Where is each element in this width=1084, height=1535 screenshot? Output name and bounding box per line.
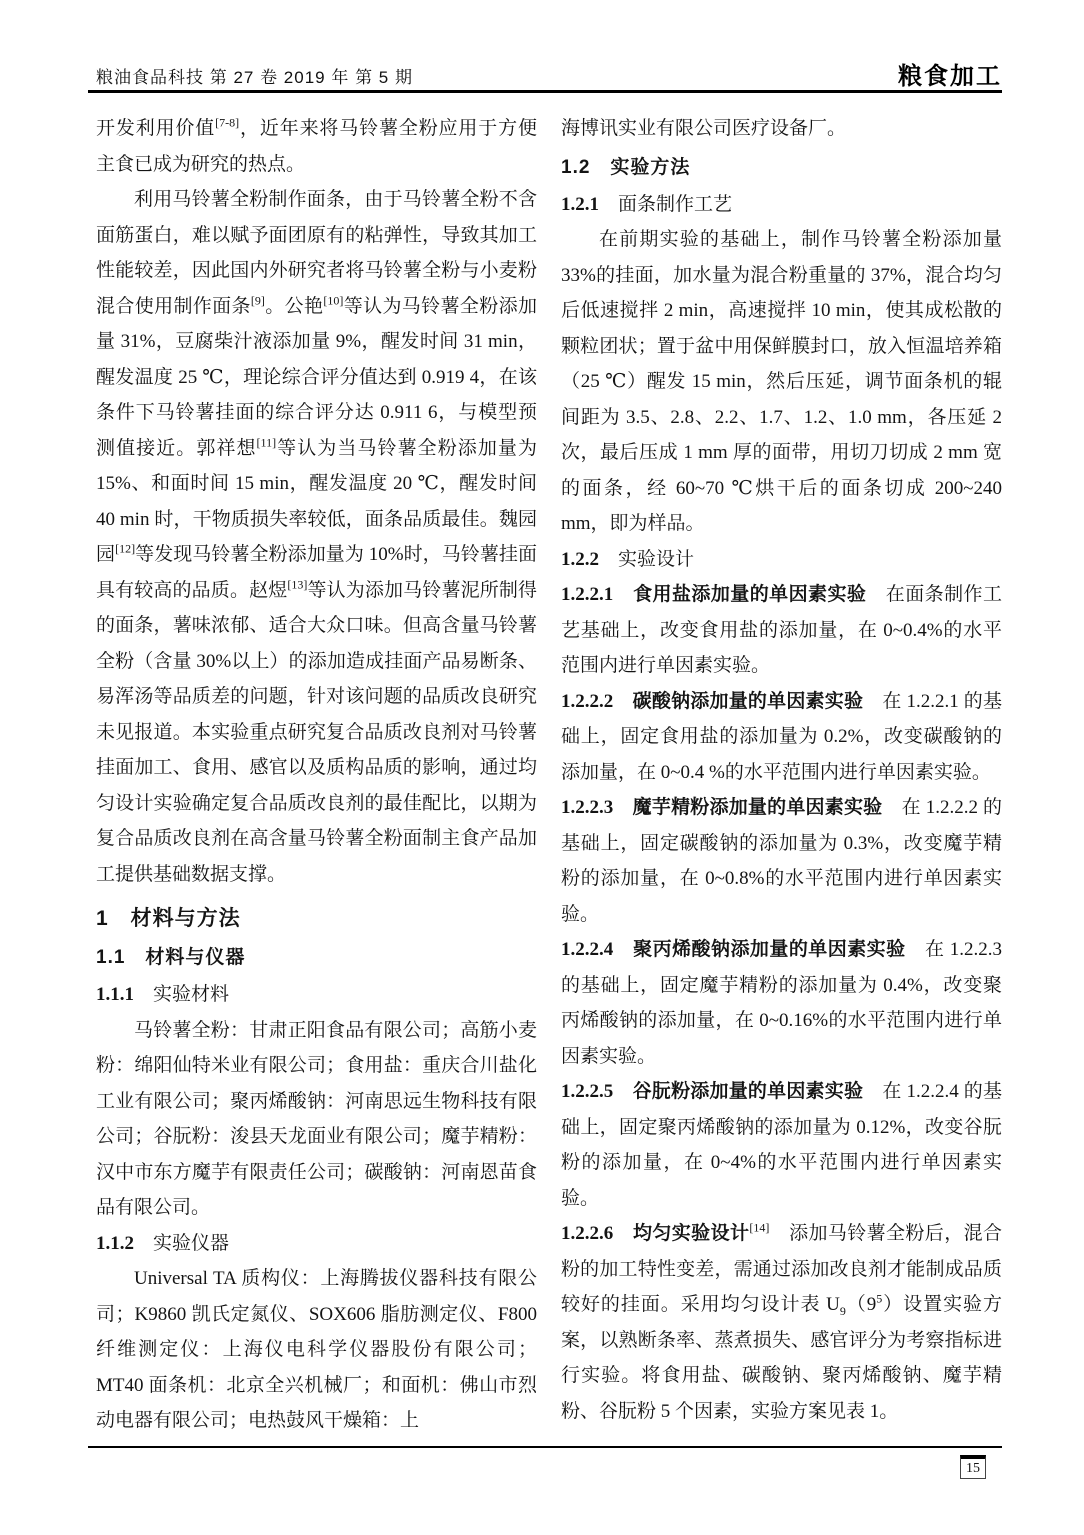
body-paragraph: Universal TA 质构仪：上海腾拔仪器科技有限公司；K9860 凯氏定氮仪、SOX606 脂肪测定仪、F800 纤维测定仪：上海仪电科学仪器股份有限公司；MT40 面条机：北京全兴机械厂；和面机：佛山市烈动电器有限公司；电热鼓风干燥箱：上: [96, 1268, 537, 1431]
run-in-heading-paragraph: 1.2.2.4 聚丙烯酸钠添加量的单因素实验 在 1.2.2.3 的基础上，固定魔芋精粉的添加量为 0.4%，改变聚丙烯酸钠的添加量，在 0~0.16%的水平范围内进行单因素实验。: [561, 939, 1002, 1067]
subsubsection-heading: 1.1.1 实验材料: [96, 984, 230, 1005]
subsection-heading: 1.2 实验方法: [561, 156, 691, 178]
subsubsection-heading: 1.2.2 实验设计: [561, 548, 695, 570]
continuation-paragraph: 海博讯实业有限公司医疗设备厂。: [561, 118, 847, 139]
page-number-box: [960, 1455, 986, 1479]
body-paragraph: 利用马铃薯全粉制作面条，由于马铃薯全粉不含面筋蛋白，难以赋予面团原有的粘弹性，导致其加工性能较差，因此国内外研究者将马铃薯全粉与小麦粉混合使用制作面条[9]。公艳[10]等认为马铃薯全粉添加量 31%，豆腐柴汁液添加量 9%，醒发时间 31 min，醒发温度 25 ℃，理论综合评分值达到 0.919 4，在该条件下马铃薯挂面的综合评分达 0.911 6，与模型预测值接近。郭祥想[11]等认为当马铃薯全粉添加量为 15%、和面时间 15 min，醒发温度 20 ℃，醒发时间 40 min 时，干物质损失率较低，面条品质最佳。魏园园[12]等发现马铃薯全粉添加量为 10%时，马铃薯挂面具有较高的品质。赵煜[13]等认为添加马铃薯泥所制得的面条，薯味浓郁、适合大众口味。但高含量马铃薯全粉（含量 30%以上）的添加造成挂面产品易断条、易浑汤等品质差的问题，针对该问题的品质改良研究未见报道。本实验重点研究复合品质改良剂对马铃薯挂面加工、食用、感官以及质构品质的影响，通过均匀设计实验确定复合品质改良剂的最佳配比，以期为复合品质改良剂在高含量马铃薯全粉面制主食产品加工提供基础数据支撑。: [96, 189, 537, 885]
header-rule: [88, 90, 1002, 93]
run-in-heading-paragraph: 1.2.2.2 碳酸钠添加量的单因素实验 在 1.2.2.1 的基础上，固定食用盐的添加量为 0.2%，改变碳酸钠的添加量，在 0~0.4 %的水平范围内进行单因素实验。: [561, 690, 1002, 783]
run-in-heading-paragraph: 1.2.2.6 均匀实验设计[14] 添加马铃薯全粉后，混合粉的加工特性变差，需通过添加改良剂才能制成品质较好的挂面。采用均匀设计表 $U_9(9^5)$设置实验方案，以熟断条率、蒸煮损失、感官评分为考察指标进行实验。将食用盐、碳酸钠、聚丙烯酸钠、魔芋精粉、谷朊粉 5 个因素，实验方案见表 1。: [561, 1220, 1002, 1422]
right-column: [561, 111, 1002, 1429]
run-in-heading-paragraph: 1.2.2.1 食用盐添加量的单因素实验 在面条制作工艺基础上，改变食用盐的添加量，在 0~0.4%的水平范围内进行单因素实验。: [561, 584, 1002, 676]
subsubsection-heading: 1.2.1 面条制作工艺: [561, 193, 733, 215]
run-in-heading-paragraph: 1.2.2.5 谷朊粉添加量的单因素实验 在 1.2.2.4 的基础上，固定聚丙烯酸钠的添加量为 0.12%，改变谷朊粉的添加量，在 0~4%的水平范围内进行单因素实验。: [561, 1081, 1002, 1209]
section-banner: 粮食加工: [898, 63, 1002, 90]
subsection-heading: 1.1 材料与仪器: [96, 947, 246, 968]
body-paragraph: 在前期实验的基础上，制作马铃薯全粉添加量 33%的挂面，加水量为混合粉重量的 37%，混合均匀后低速搅拌 2 min，高速搅拌 10 min，使其成松散的颗粒团状；置于盆中用保鲜膜封口，放入恒温培养箱（25 ℃）醒发 15 min，然后压延，调节面条机的辊间距为 3.5、2.8、2.2、1.7、1.2、1.0 mm，各压延 2 次，最后压成 1 mm 厚的面带，用切刀切成 2 mm 宽的面条，经 60~70 ℃烘干后的面条切成 200~240 mm，即为样品。: [561, 229, 1002, 534]
run-in-heading-paragraph: 1.2.2.3 魔芋精粉添加量的单因素实验 在 1.2.2.2 的基础上，固定碳酸钠的添加量为 0.3%，改变魔芋精粉的添加量，在 0~0.8%的水平范围内进行单因素实验。: [561, 797, 1002, 925]
continuation-paragraph: 开发利用价值[7-8]，近年来将马铃薯全粉应用于方便主食已成为研究的热点。: [96, 115, 537, 175]
left-column: [96, 111, 537, 1439]
section-heading: 1 材料与方法: [96, 907, 241, 930]
journal-issue-info: 粮油食品科技 第 27 卷 2019 年 第 5 期: [96, 68, 413, 87]
subsubsection-heading: 1.1.2 实验仪器: [96, 1232, 230, 1254]
page-number: 15: [966, 1461, 980, 1476]
footer-rule: [88, 1446, 1002, 1448]
body-paragraph: 马铃薯全粉：甘肃正阳食品有限公司；高筋小麦粉：绵阳仙特米业有限公司；食用盐：重庆合川盐化工业有限公司；聚丙烯酸钠：河南思远生物科技有限公司；谷朊粉：浚县天龙面业有限公司；魔芋精粉：汉中市东方魔芋有限责任公司；碳酸钠：河南恩苗食品有限公司。: [96, 1019, 537, 1218]
